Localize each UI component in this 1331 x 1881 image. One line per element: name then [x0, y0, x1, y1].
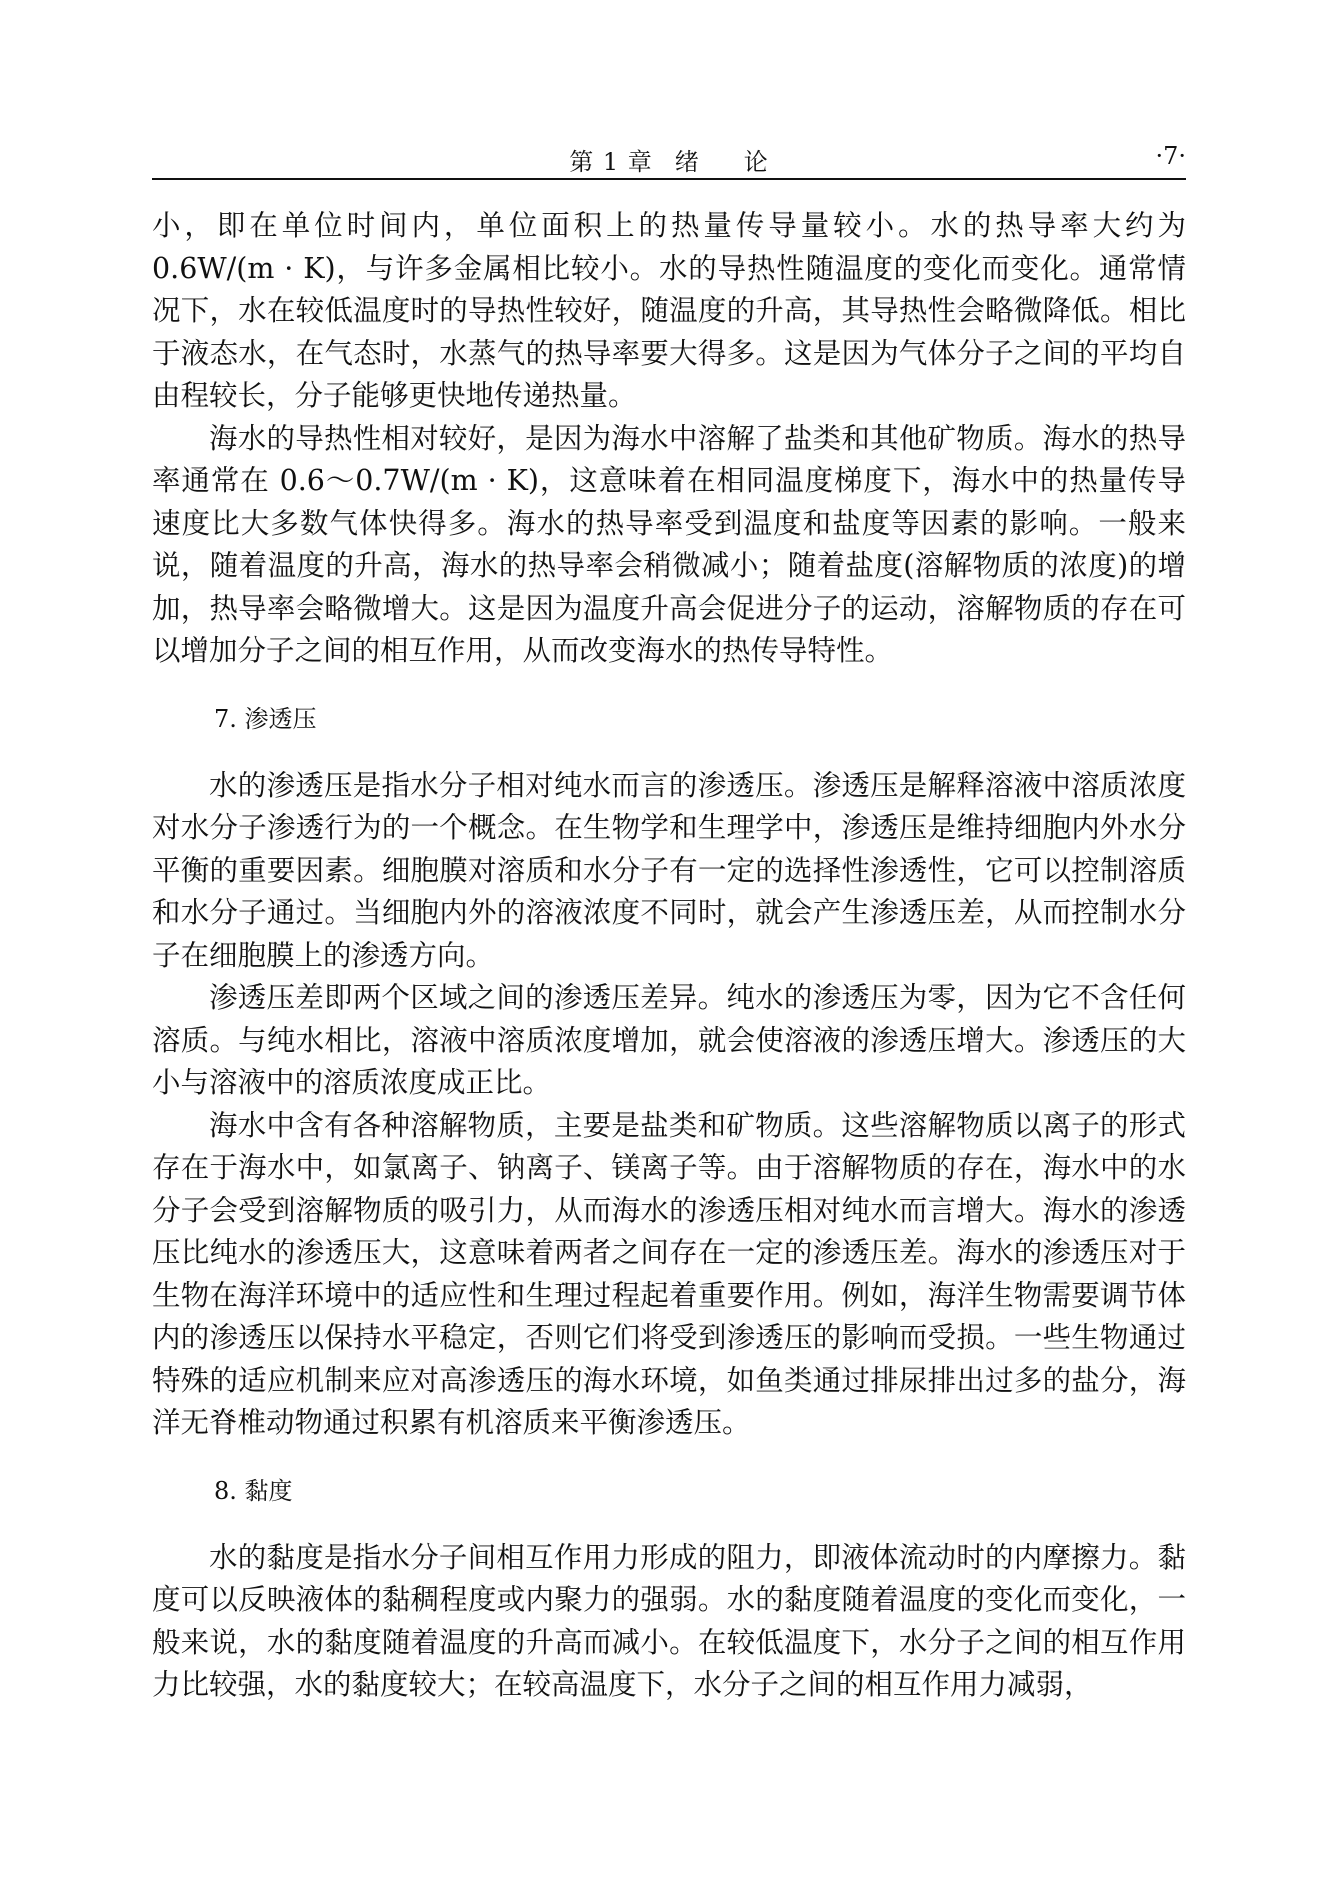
chapter-title-part-1: 绪: [674, 148, 700, 176]
body-text: [152, 205, 1186, 1707]
paragraph-viscosity: 水的黏度是指水分子间相互作用力形成的阻力，即液体流动时的内摩擦力。黏度可以反映液体的黏稠程度或内聚力的强弱。水的黏度随着温度的变化而变化，一般来说，水的黏度随着温度的升高而减小。在较低温度下，水分子之间的相互作用力比较强，水的黏度较大；在较高温度下，水分子之间的相互作用力减弱，: [152, 1540, 1186, 1701]
paragraph-seawater-osmotic: 海水中含有各种溶解物质，主要是盐类和矿物质。这些溶解物质以离子的形式存在于海水中，如氯离子、钠离子、镁离子等。由于溶解物质的存在，海水中的水分子会受到溶解物质的吸引力，从而海水的渗透压相对纯水而言增大。海水的渗透压比纯水的渗透压大，这意味着两者之间存在一定的渗透压差。海水的渗透压对于生物在海洋环境中的适应性和生理过程起着重要作用。例如，海洋生物需要调节体内的渗透压以保持水平稳定，否则它们将受到渗透压的影响而受损。一些生物通过特殊的适应机制来应对高渗透压的海水环境，如鱼类通过排尿排出过多的盐分，海洋无脊椎动物通过积累有机溶质来平衡渗透压。: [152, 1108, 1186, 1439]
paragraph-continued: 小，即在单位时间内，单位面积上的热量传导量较小。水的热导率大约为0.6W/(m · K)，与许多金属相比较小。水的导热性随温度的变化而变化。通常情况下，水在较低温度时的导热性较好，随温度的升高，其导热性会略微降低。相比于液态水，在气态时，水蒸气的热导率要大得多。这是因为气体分子之间的平均自由程较长，分子能够更快地传递热量。: [152, 209, 1186, 412]
section-heading-viscosity: 8. 黏度: [214, 1476, 293, 1505]
paragraph-osmotic-definition: 水的渗透压是指水分子相对纯水而言的渗透压。渗透压是解释溶液中溶质浓度对水分子渗透行为的一个概念。在生物学和生理学中，渗透压是维持细胞内外水分平衡的重要因素。细胞膜对溶质和水分子有一定的选择性渗透性，它可以控制溶质和水分子通过。当细胞内外的溶液浓度不同时，就会产生渗透压差，从而控制水分子在细胞膜上的渗透方向。: [152, 768, 1186, 972]
chapter-number: 第 1 章: [569, 148, 653, 176]
paragraph-seawater-conductivity: 海水的导热性相对较好，是因为海水中溶解了盐类和其他矿物质。海水的热导率通常在 0.6～0.7W/(m · K)，这意味着在相同温度梯度下，海水中的热量传导速度比大多数气体快得多。海水的热导率受到温度和盐度等因素的影响。一般来说，随着温度的升高，海水的热导率会稍微减小；随着盐度(溶解物质的浓度)的增加，热导率会略微增大。这是因为温度升高会促进分子的运动，溶解物质的存在可以增加分子之间的相互作用，从而改变海水的热传导特性。: [152, 421, 1186, 667]
running-header: [152, 138, 1186, 180]
chapter-title-part-2: 论: [743, 148, 769, 176]
paragraph-osmotic-difference: 渗透压差即两个区域之间的渗透压差异。纯水的渗透压为零，因为它不含任何溶质。与纯水相比，溶液中溶质浓度增加，就会使溶液的渗透压增大。渗透压的大小与溶液中的溶质浓度成正比。: [152, 981, 1186, 1099]
page-number: ·7·: [1155, 142, 1186, 170]
section-heading-osmotic-pressure: 7. 渗透压: [214, 704, 317, 733]
chapter-label: [152, 142, 1186, 177]
